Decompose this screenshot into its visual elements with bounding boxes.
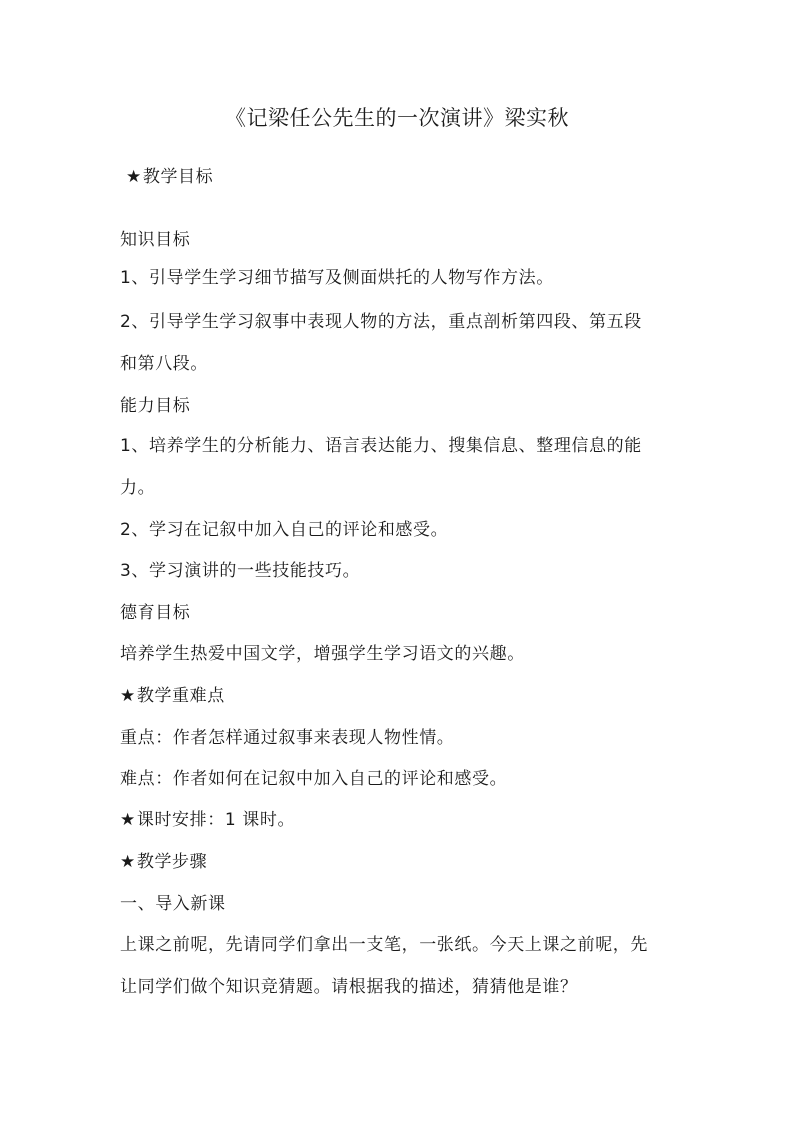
paragraph-line: 2、学习在记叙中加入自己的评论和感受。: [120, 520, 449, 540]
paragraph-line: 和第八段。: [120, 354, 208, 374]
section-heading-steps: [120, 850, 700, 874]
document-title: 《记梁任公先生的一次演讲》梁实秋: [225, 106, 569, 130]
subheading-knowledge: 知识目标: [120, 230, 191, 250]
section-heading-label: 教学目标: [142, 167, 214, 187]
paragraph-line: 力。: [120, 478, 156, 498]
star-icon: ★: [126, 167, 142, 187]
paragraph-line: 1、培养学生的分析能力、语言表达能力、搜集信息、整理信息的能: [120, 436, 642, 456]
paragraph-line: 难点：作者如何在记叙中加入自己的评论和感受。: [120, 769, 508, 789]
section-heading-key-points: [120, 684, 700, 708]
paragraph-line: 上课之前呢，先请同学们拿出一支笔，一张纸。今天上课之前呢，先: [120, 935, 648, 955]
section-heading-label: 教学重难点: [136, 686, 225, 706]
subheading-moral: 德育目标: [120, 603, 191, 623]
star-icon: ★: [120, 810, 136, 830]
paragraph-line: 2、引导学生学习叙事中表现人物的方法，重点剖析第四段、第五段: [120, 312, 642, 332]
section-heading-schedule: [120, 808, 700, 832]
paragraph-line: 让同学们做个知识竞猜题。请根据我的描述，猜猜他是谁？: [120, 977, 578, 997]
section-heading-label: 教学步骤: [136, 852, 208, 872]
paragraph-line: 3、学习演讲的一些技能技巧。: [120, 561, 361, 581]
star-icon: ★: [120, 852, 136, 872]
section-heading-label: 课时安排：1 课时。: [136, 810, 296, 830]
subheading-step-1: 一、导入新课: [120, 894, 226, 914]
star-icon: ★: [120, 686, 136, 706]
paragraph-line: 1、引导学生学习细节描写及侧面烘托的人物写作方法。: [120, 268, 554, 288]
paragraph-line: 培养学生热爱中国文学，增强学生学习语文的兴趣。: [120, 644, 525, 664]
paragraph-line: 重点：作者怎样通过叙事来表现人物性情。: [120, 728, 455, 748]
section-heading-objectives: [126, 165, 706, 189]
subheading-ability: 能力目标: [120, 396, 191, 416]
